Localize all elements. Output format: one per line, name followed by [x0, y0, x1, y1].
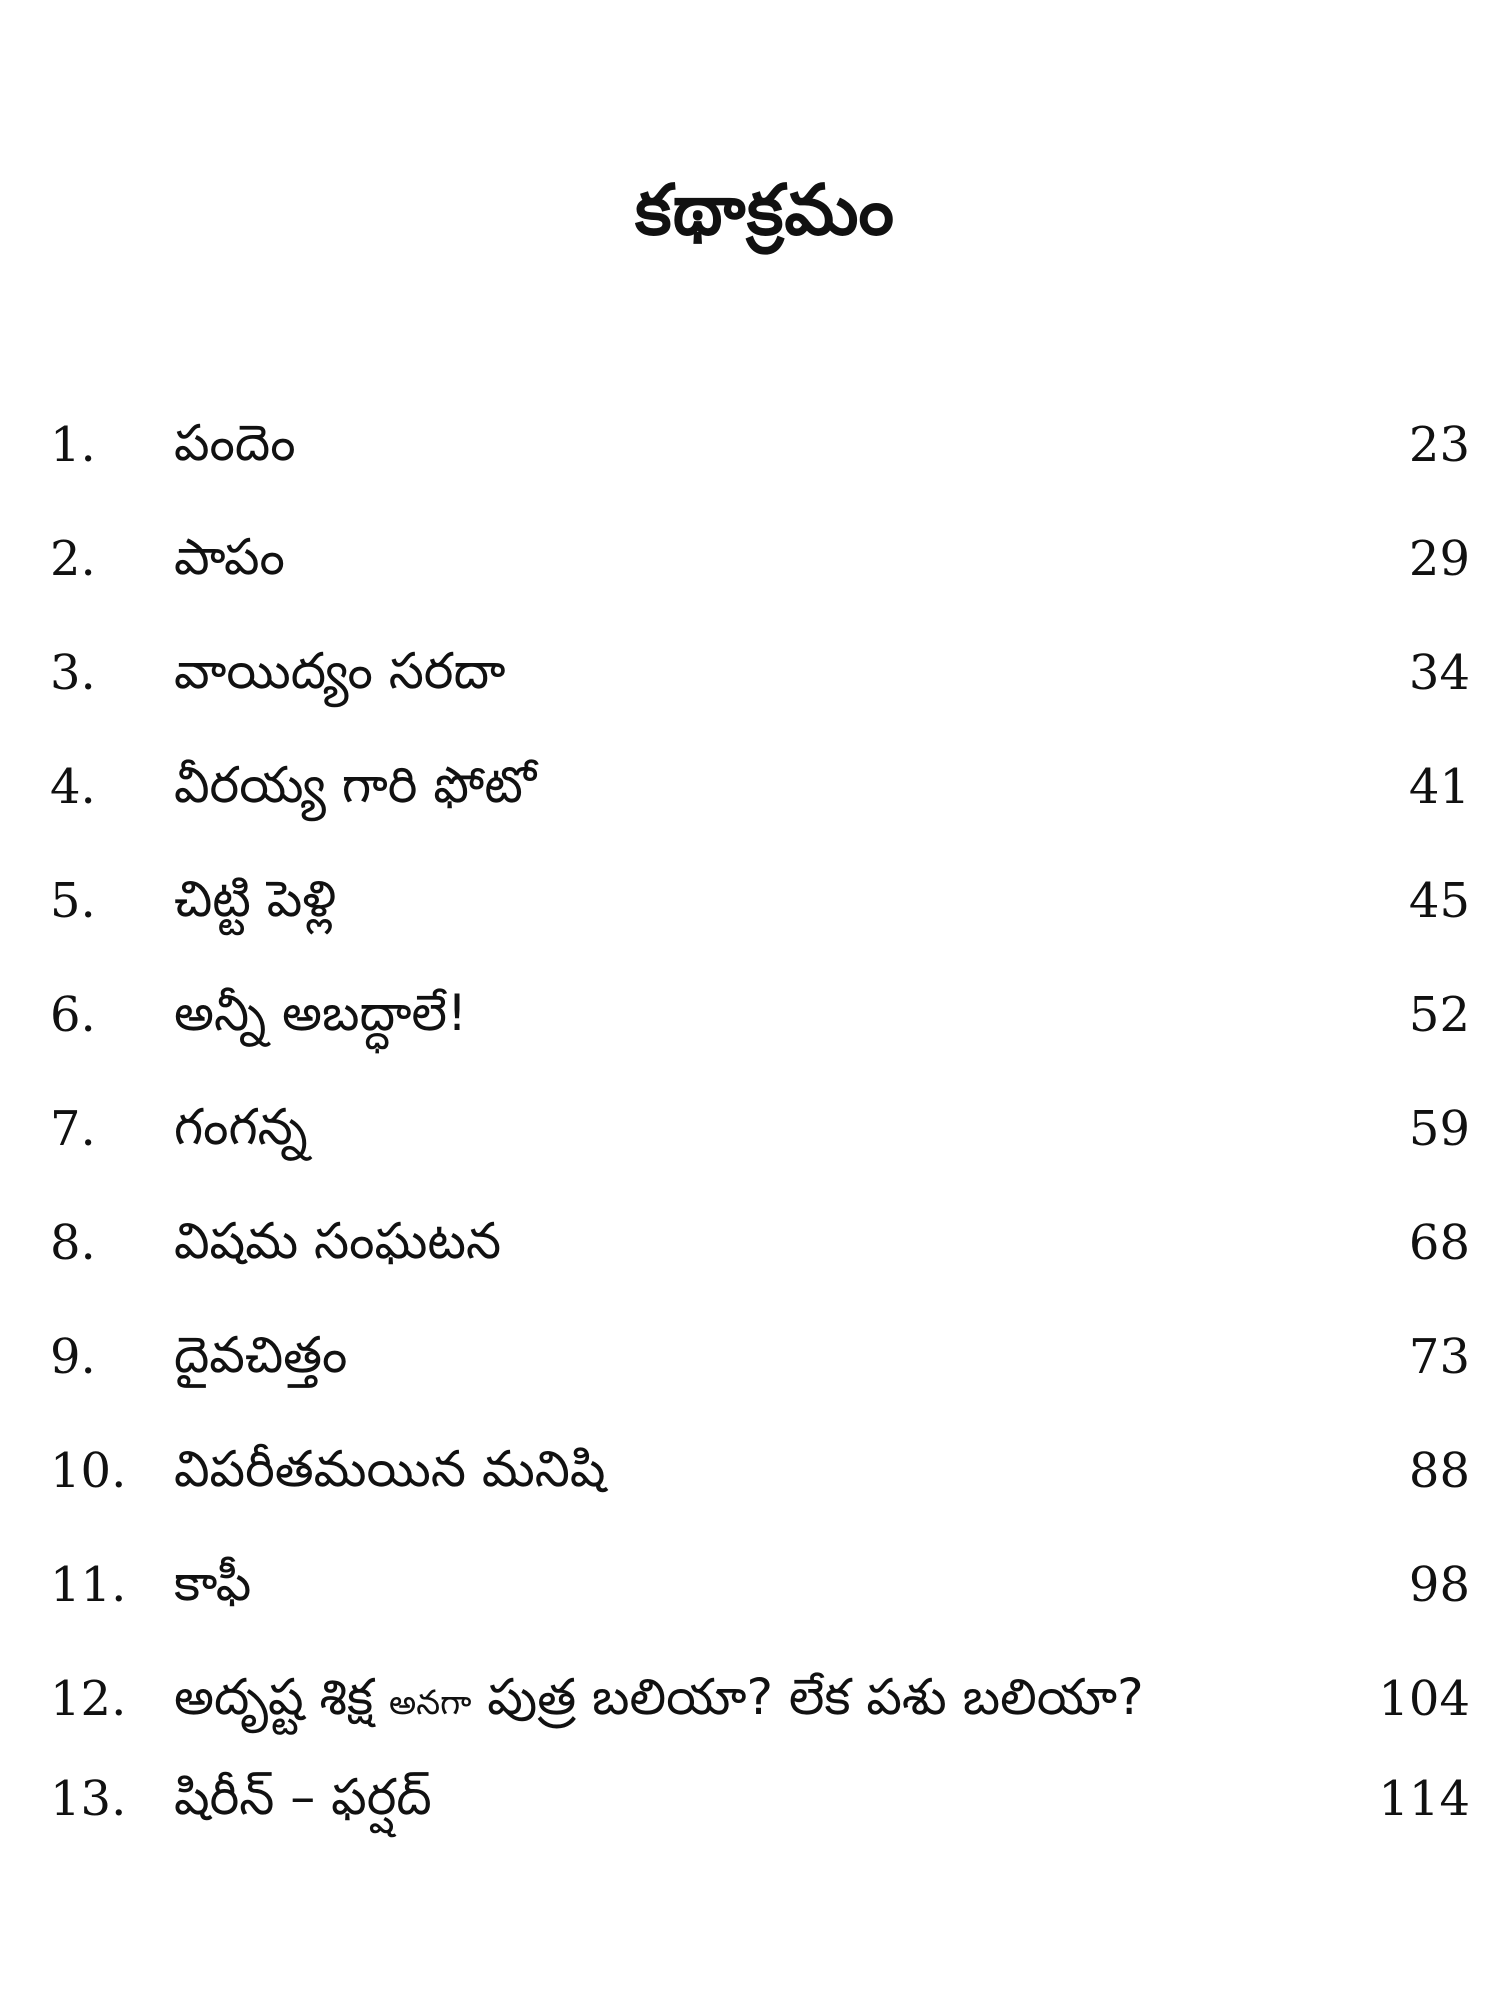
toc-entry-4 [50, 737, 1470, 851]
entry-number: 11. [50, 1557, 127, 1613]
entry-page: 104 [1378, 1671, 1470, 1727]
entry-title: విషమ సంఘటన [174, 1212, 502, 1270]
entry-number: 7. [50, 1101, 96, 1157]
entry-title-small-part: అనగా [389, 1683, 472, 1723]
entry-title: విపరీతమయిన మనిషి [174, 1440, 606, 1498]
entry-number: 10. [50, 1443, 127, 1499]
toc-entry-12 [50, 1649, 1470, 1749]
entry-title: పాపం [174, 528, 285, 586]
toc-entry-8 [50, 1193, 1470, 1307]
entry-page: 98 [1408, 1557, 1470, 1613]
entry-number: 4. [50, 759, 96, 815]
entry-number: 6. [50, 987, 96, 1043]
entry-number: 3. [50, 645, 96, 701]
entry-number: 1. [50, 417, 96, 473]
entry-page: 41 [1408, 759, 1470, 815]
entry-page: 68 [1408, 1215, 1470, 1271]
entry-page: 88 [1408, 1443, 1470, 1499]
entry-title-part: అదృష్ట శిక్ష [174, 1668, 374, 1726]
entry-page: 114 [1378, 1771, 1470, 1827]
toc-entry-6 [50, 965, 1470, 1079]
entry-number: 9. [50, 1329, 96, 1385]
toc-entry-11 [50, 1535, 1470, 1649]
entry-title: పందెం [174, 414, 296, 472]
entry-number: 12. [50, 1671, 127, 1727]
toc-entry-10 [50, 1421, 1470, 1535]
entry-number: 2. [50, 531, 96, 587]
entry-page: 23 [1408, 417, 1470, 473]
entry-number: 13. [50, 1771, 127, 1827]
toc-entry-3 [50, 623, 1470, 737]
entry-title: గంగన్న [174, 1098, 308, 1156]
toc-entry-5 [50, 851, 1470, 965]
entry-title: కాఫీ [174, 1554, 252, 1612]
entry-page: 59 [1408, 1101, 1470, 1157]
entry-title: షిరీన్ – ఫర్షద్ [174, 1768, 432, 1826]
entry-title: వాయిద్యం సరదా [174, 642, 506, 700]
toc-entry-9 [50, 1307, 1470, 1421]
entry-page: 45 [1408, 873, 1470, 929]
toc-entry-1 [50, 395, 1470, 509]
entry-title: దైవచిత్తం [174, 1326, 348, 1384]
entry-page: 29 [1408, 531, 1470, 587]
entry-title: అన్నీ అబద్ధాలే! [174, 984, 468, 1042]
entry-page: 34 [1408, 645, 1470, 701]
toc-entry-2 [50, 509, 1470, 623]
toc-entry-13 [50, 1749, 1470, 1863]
entry-title: వీరయ్య గారి ఫోటో [174, 756, 537, 814]
toc-entry-7 [50, 1079, 1470, 1193]
entry-title [174, 1663, 1144, 1737]
entry-number: 8. [50, 1215, 96, 1271]
entry-page: 52 [1408, 987, 1470, 1043]
table-of-contents [50, 395, 1470, 1863]
page-title: కథాక్రమం [635, 169, 895, 251]
entry-page: 73 [1408, 1329, 1470, 1385]
entry-title-part: పుత్ర బలియా? లేక పశు బలియా? [487, 1668, 1144, 1726]
entry-number: 5. [50, 873, 96, 929]
entry-title: చిట్టి పెళ్లి [174, 870, 337, 928]
